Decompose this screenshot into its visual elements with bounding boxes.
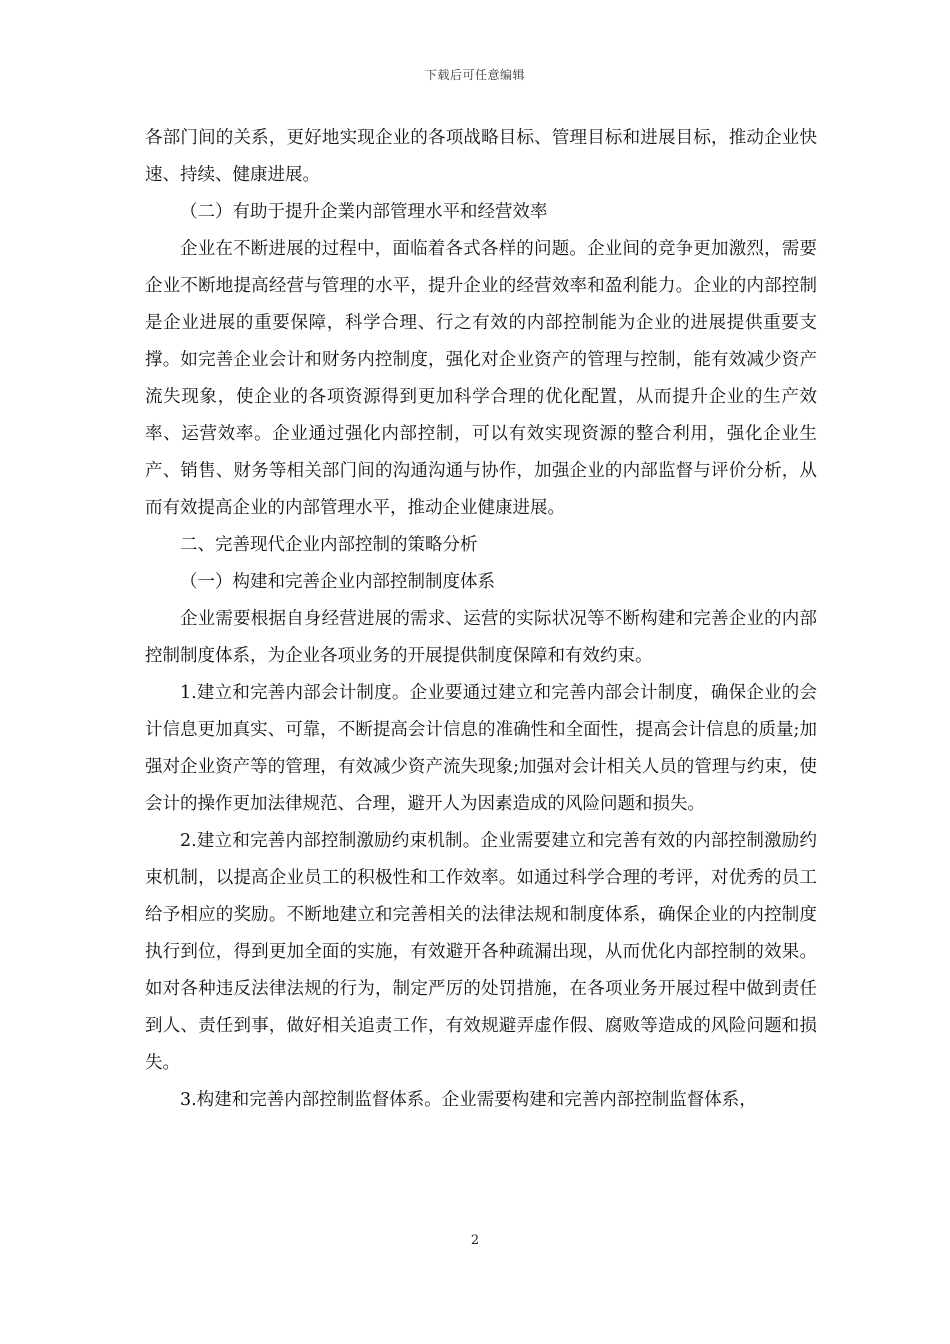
section-heading-2: （二）有助于提升企業内部管理水平和经营效率 (180, 202, 548, 222)
document-body (145, 120, 817, 1119)
paragraph-continuation: 各部门间的关系，更好地实现企业的各项战略目标、管理目标和进展目标，推动企业快速、持续、健康进展。 (145, 128, 817, 185)
page-number: 2 (470, 1233, 480, 1248)
page-header: 下载后可任意编辑 (424, 68, 525, 82)
paragraph: 企业需要根据自身经营进展的需求、运营的实际状况等不断构建和完善企业的内部控制制度体系，为企业各项业务的开展提供制度保障和有效约束。 (145, 609, 817, 666)
section-heading-1: （一）构建和完善企业内部控制制度体系 (180, 572, 495, 592)
list-item-2: 2.建立和完善内部控制激励约束机制。企业需要建立和完善有效的内部控制激励约束机制，以提高企业员工的积极性和工作效率。如通过科学合理的考评，对优秀的员工给予相应的奖励。不断地建立和完善相关的法律法规和制度体系，确保企业的内控制度执行到位，得到更加全面的实施，有效避开各种疏漏出现，从而优化内部控制的效果。如对各种违反法律法规的行为，制定严厉的处罚措施，在各项业务开展过程中做到责任到人、责任到事，做好相关追责工作，有效规避弄虚作假、腐败等造成的风险问题和损失。 (145, 831, 817, 1073)
chapter-heading: 二、完善现代企业内部控制的策略分析 (180, 535, 478, 555)
paragraph: 企业在不断进展的过程中，面临着各式各样的问题。企业间的竞争更加激烈，需要企业不断地提高经营与管理的水平，提升企业的经营效率和盈利能力。企业的内部控制是企业进展的重要保障，科学合理、行之有效的内部控制能为企业的进展提供重要支撑。如完善企业会计和财务内控制度，强化对企业资产的管理与控制，能有效减少资产流失现象，使企业的各项资源得到更加科学合理的优化配置，从而提升企业的生产效率、运营效率。企业通过强化内部控制，可以有效实现资源的整合利用，强化企业生产、销售、财务等相关部门间的沟通沟通与协作，加强企业的内部监督与评价分析，从而有效提高企业的内部管理水平，推动企业健康进展。 (145, 239, 817, 518)
list-item-1: 1.建立和完善内部会计制度。企业要通过建立和完善内部会计制度，确保企业的会计信息更加真实、可靠，不断提高会计信息的准确性和全面性，提高会计信息的质量;加强对企业资产等的管理，有效减少资产流失现象;加强对会计相关人员的管理与约束，使会计的操作更加法律规范、合理，避开人为因素造成的风险问题和损失。 (145, 683, 817, 814)
list-item-3: 3.构建和完善内部控制监督体系。企业需要构建和完善内部控制监督体系， (180, 1090, 757, 1110)
